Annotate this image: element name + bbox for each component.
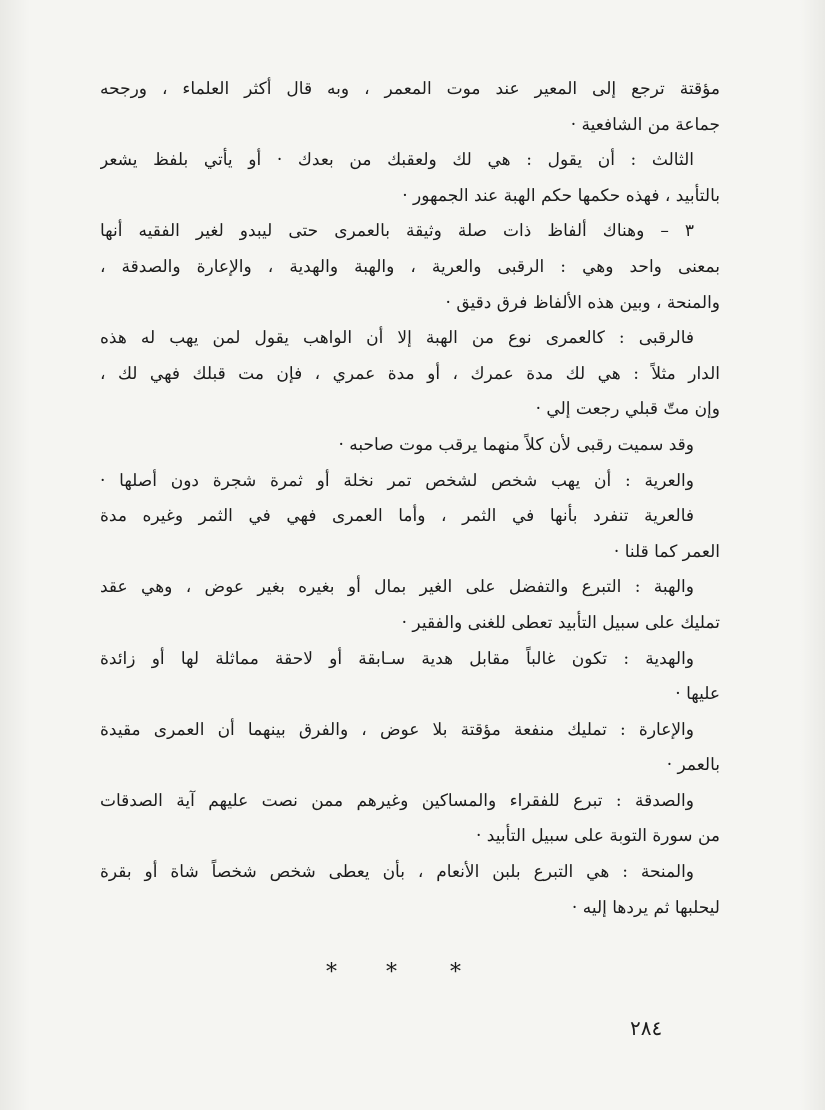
text-line: والإعارة : تمليك منفعة مؤقتة بلا عوض ، والفرق بينهما أن العمرى مقيدة <box>100 719 694 740</box>
text-line: بالعمر · <box>666 755 720 776</box>
text-line: وقد سميت رقبى لأن كلاً منهما يرقب موت صاحبه · <box>338 434 694 455</box>
text-line: بالتأبيد ، فهذه حكمها حكم الهبة عند الجمهور · <box>402 185 720 206</box>
text-line: الدار مثلاً : هي لك مدة عمرك ، أو مدة عمري ، فإن مت قبلك فهي لك ، <box>100 363 720 384</box>
text-line: العمر كما قلنا · <box>613 541 720 562</box>
separator-star: * <box>326 960 337 985</box>
text-line: بمعنى واحد وهي : الرقبى والعرية ، والهبة والهدية ، والإعارة والصدقة ، <box>100 256 720 277</box>
text-line: والهدية : تكون غالباً مقابل هدية سـابقة أو لاحقة مماثلة لها أو زائدة <box>100 648 694 669</box>
text-line: فالرقبى : كالعمرى نوع من الهبة إلا أن الواهب يقول لمن يهب له هذه <box>100 328 694 349</box>
text-line: وإن متّ قبلي رجعت إلي · <box>535 399 720 420</box>
text-line: والعرية : أن يهب شخص لشخص تمر نخلة أو ثمرة شجرة دون أصلها · <box>100 470 694 491</box>
text-line: ٣ – وهناك ألفاظ ذات صلة وثيقة بالعمرى حتى ليبدو لغير الفقيه أنها <box>100 221 694 242</box>
text-line: من سورة التوبة على سبيل التأبيد · <box>476 826 720 847</box>
text-line: والهبة : التبرع والتفضل على الغير بمال أو بغيره بغير عوض ، وهي عقد <box>100 577 694 598</box>
text-line: والمنحة : هي التبرع بلبن الأنعام ، بأن يعطى شخص شخصاً شاة أو بقرة <box>100 862 694 883</box>
text-line: تمليك على سبيل التأبيد تعطى للغنى والفقير · <box>401 612 720 633</box>
text-line: والمنحة ، وبين هذه الألفاظ فرق دقيق · <box>445 292 720 313</box>
separator-star: * <box>386 960 397 985</box>
body-text <box>100 72 720 926</box>
text-line: عليها · <box>675 684 720 705</box>
text-line: الثالث : أن يقول : هي لك ولعقبك من بعدك · أو يأتي بلفظ يشعر <box>100 150 694 171</box>
text-line: جماعة من الشافعية · <box>570 114 720 135</box>
page-number: ٢٨٤ <box>630 1016 663 1040</box>
text-line: فالعرية تنفرد بأنها في الثمر ، وأما العمرى فهي في الثمر وغيره مدة <box>100 506 694 527</box>
section-separator <box>0 960 825 990</box>
text-line: ليحلبها ثم يردها إليه · <box>571 897 720 918</box>
text-line: مؤقتة ترجع إلى المعير عند موت المعمر ، وبه قال أكثر العلماء ، ورجحه <box>100 79 720 99</box>
separator-star: * <box>450 960 461 985</box>
text-line: والصدقة : تبرع للفقراء والمساكين وغيرهم ممن نصت عليهم آية الصدقات <box>100 790 694 811</box>
